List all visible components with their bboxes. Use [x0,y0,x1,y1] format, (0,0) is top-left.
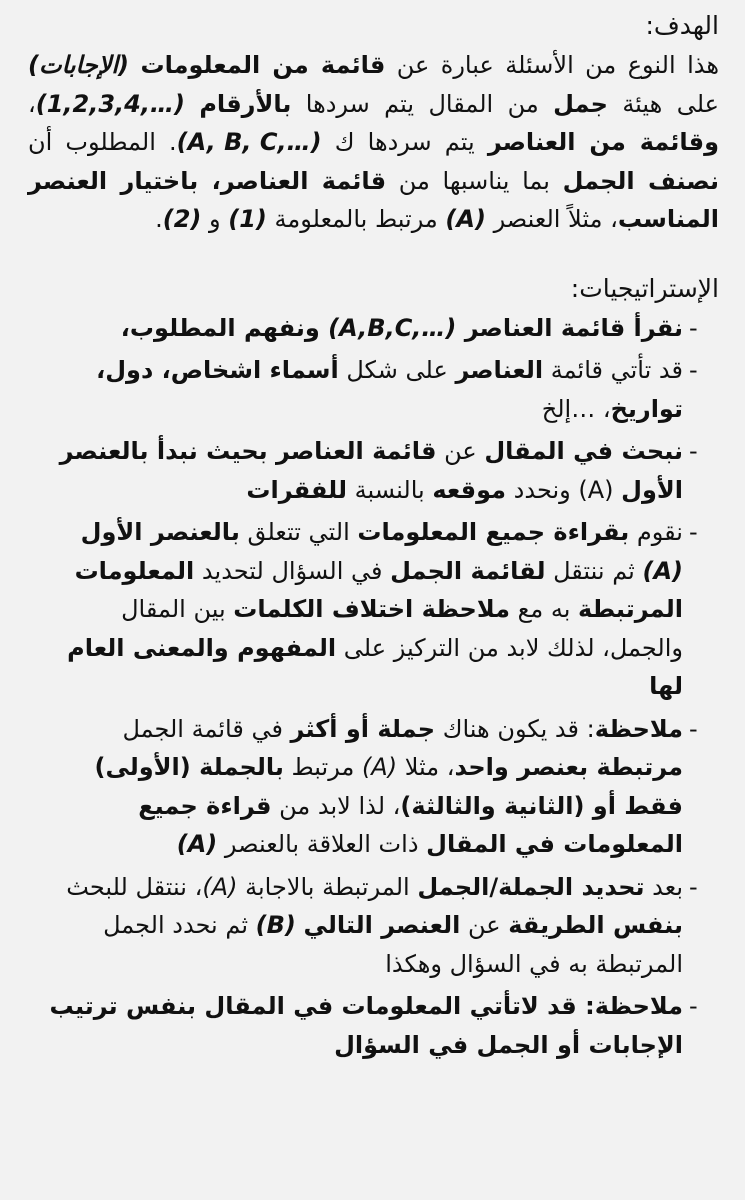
text-segment: ، [28,89,36,118]
text-segment: على هيئة [607,89,719,118]
strategy-item [28,351,719,428]
bold-segment: جمل [553,89,608,118]
text-segment: : قد يكون هناك [435,714,595,743]
emphasis-segment [177,123,322,162]
bold-segment: المفهوم والمعنى العام لها [67,633,683,700]
text-segment: (2) [162,205,202,233]
bullet-dash: - [689,518,698,546]
bold-segment: العناصر [455,356,544,384]
bullet-dash: - [689,437,698,465]
text-segment: به مع [509,595,578,623]
text-segment: ، مثلا [397,753,455,781]
bold-segment: ملاحظة اختلاف الكلمات [233,595,510,623]
bold-segment: بنفس الطريقة [508,911,683,939]
section-spacer [28,239,719,269]
text-segment: من المقال يتم سردها [291,89,554,118]
text-segment: عن [436,437,485,465]
bold-segment: العنصر التالي [303,911,461,939]
bold-segment: موقعه [432,475,507,504]
text-segment: بعد [644,872,683,901]
strategy-item [28,432,719,509]
strategy-item [28,710,719,864]
bold-segment: مرتبطة بعنصر واحد [454,753,683,781]
bold-segment: ونفهم المطلوب، [120,313,329,342]
bold-segment: نصنف الجمل [562,166,720,195]
text-segment: ثم ننتقل [545,556,643,585]
strategy-item [28,309,719,348]
text-segment: قد تأتي قائمة [543,356,683,384]
emphasis-segment [36,85,185,124]
text-segment: بالنسبة [346,475,433,504]
bold-segment: بقراءة جميع المعلومات [357,518,630,546]
emphasis-segment [642,552,683,591]
strategies-list [28,309,719,1065]
text-segment: (A) [642,556,683,585]
bold-segment: قراءة جميع المعلومات في المقال [138,791,683,858]
text-segment: يتم سردها ك [321,128,488,156]
text-segment [185,90,199,118]
emphasis-segment [328,309,456,348]
bold-segment: ملاحظة: قد لاتأتي المعلومات في المقال بنفس ترتيب الإجابات أو الجمل في السؤال [49,992,683,1059]
text-segment: (A) [176,830,218,858]
text-segment: (الإجابات) [28,51,130,79]
text-segment [296,911,304,939]
strategy-item [28,868,719,984]
bold-segment: نقرأ قائمة العناصر [456,313,683,342]
strategies-heading: الإستراتيجيات: [570,273,719,303]
bold-segment: قائمة العناصر بحيث نبدأ بالعنصر الأول [59,437,683,504]
text-segment: المرتبطة بالاجابة [237,872,418,901]
text-segment: بما يناسبها من [386,166,563,195]
text-segment: . المطلوب أن [28,128,177,156]
bold-segment: جملة أو أكثر [290,714,436,743]
italic-segment: (A) [202,872,238,901]
text-segment: (1,2,3,4,…) [35,89,185,118]
text-segment: ، ننتقل للبحث [66,872,203,901]
goal-paragraph [28,46,719,239]
bold-segment: بالأرقام [199,89,292,118]
bullet-dash: - [689,872,698,901]
text-segment [129,51,140,79]
text-segment: . [155,205,163,233]
bullet-dash: - [689,356,698,384]
text-segment: (A) [445,205,486,233]
emphasis-segment [256,906,296,945]
text-segment: مرتبط [283,753,362,781]
emphasis-segment [163,200,202,239]
text-segment: ذات العلاقة بالعنصر [217,830,427,858]
text-segment: (A, B, C,…) [176,128,322,156]
bullet-dash: - [689,714,698,743]
emphasis-segment [228,200,267,239]
bold-segment: بالعنصر الأول [80,518,240,546]
bold-segment: للفقرات [246,475,347,504]
strategy-item [28,513,719,706]
bullet-dash: - [689,313,698,342]
bold-segment: ملاحظة [594,714,683,743]
text-segment: ، لذا لابد من [271,791,401,820]
text-segment: (1) [228,205,267,233]
text-segment: ، مثلاً العنصر [485,205,618,233]
text-segment: ، …إلخ [541,394,611,423]
bold-segment: لقائمة الجمل [390,556,546,585]
text-segment: و [201,205,229,233]
bold-segment: أسماء اشخاص، دول، تواريخ [96,356,683,423]
text-segment: نقوم [629,518,683,546]
text-segment: هذا النوع من الأسئلة عبارة عن [385,51,719,79]
text-segment: (A) [578,475,614,504]
text-segment: في قائمة الجمل [122,714,291,743]
bold-segment: قائمة العناصر، باختيار العنصر المناسب [28,166,719,233]
emphasis-segment [177,825,218,864]
text-segment: في السؤال لتحديد [194,556,391,585]
strategy-item [28,987,719,1064]
bold-segment: وقائمة من العناصر [487,128,719,156]
text-segment: التي تتعلق [239,518,358,546]
text-segment: ونحدد [506,475,579,504]
bold-segment: بالجملة (الأولى) فقط أو (الثانية والثالثة) [94,753,683,820]
text-segment: مرتبط بالمعلومة [266,205,446,233]
bold-segment: نبحث في المقال [484,437,683,465]
text-segment [614,476,622,504]
bold-segment: قائمة من المعلومات [140,51,386,79]
text-segment: (B) [255,911,296,939]
emphasis-segment [445,200,486,239]
text-segment: (A,B,C,…) [328,313,457,342]
goal-heading: الهدف: [645,11,719,40]
emphasis-segment [28,51,129,79]
text-segment: على شكل [338,356,456,384]
text-segment: ثم نحدد الجمل المرتبطة به في السؤال وهكذا [103,911,683,978]
text-segment: بين المقال والجمل، لذلك لابد من التركيز على [121,595,683,662]
italic-segment: (A) [361,753,398,781]
bold-segment: تحديد الجملة/الجمل [417,872,645,901]
bullet-dash: - [689,992,698,1020]
text-segment: عن [460,911,509,939]
bold-segment: المعلومات المرتبطة [74,556,683,623]
